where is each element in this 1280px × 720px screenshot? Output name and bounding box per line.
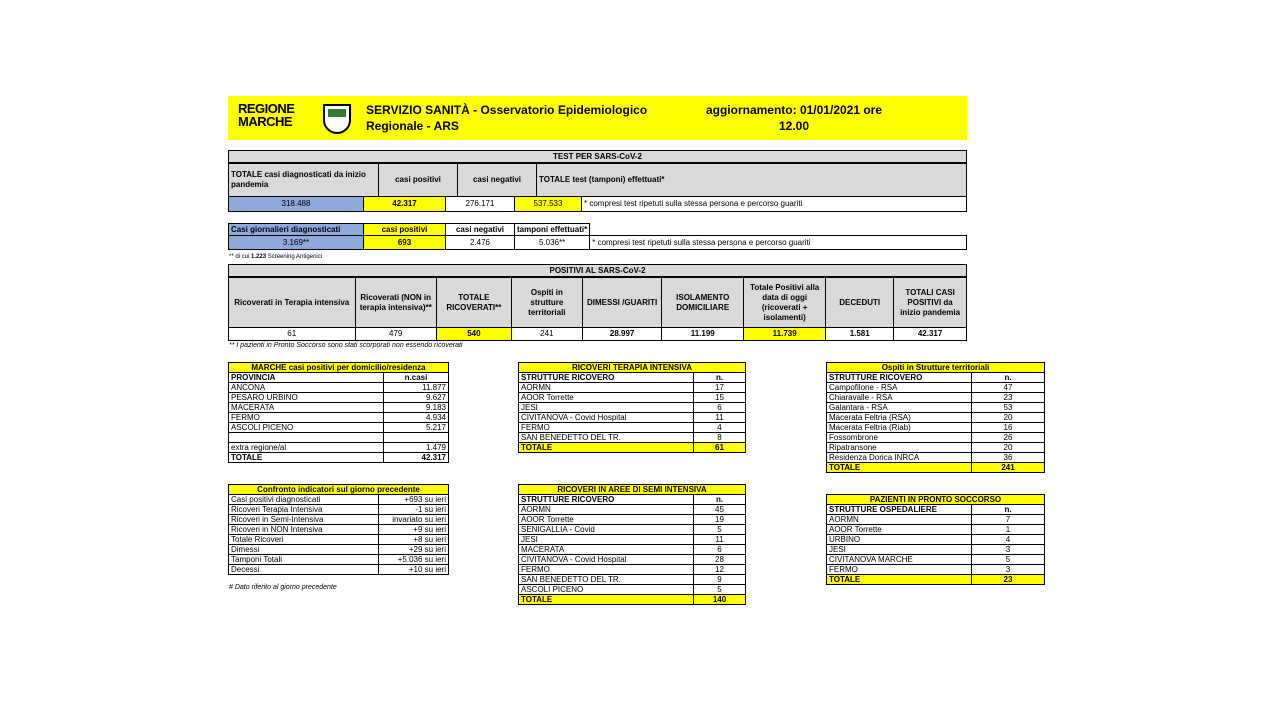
ospiti-row-name: Ripatransone — [827, 443, 972, 453]
test-table — [228, 163, 967, 197]
semi-row-value: 45 — [694, 505, 746, 515]
positivi-header-1: Ricoverati (NON in terapia intensiva)** — [355, 278, 436, 328]
semi-row-value: 12 — [694, 565, 746, 575]
province-col-value: n.casi — [384, 373, 449, 383]
ospiti-row-name: Residenza Dorica INRCA — [827, 453, 972, 463]
positivi-value-0: 61 — [229, 328, 356, 341]
daily-diagnosed-value: 3.169** — [229, 236, 364, 250]
semi-row-value: 9 — [694, 575, 746, 585]
regional-emblem-icon — [323, 104, 351, 134]
confronto-table — [228, 484, 449, 575]
ti-row-name: JESI — [519, 403, 694, 413]
positivi-value-8: 42.317 — [894, 328, 967, 341]
province-row-value: 9.627 — [384, 393, 449, 403]
confronto-row-value: invariato su ieri — [379, 515, 449, 525]
ti-title: RICOVERI TERAPIA INTENSIVA — [519, 363, 746, 373]
positivi-header-0: Ricoverati in Terapia intensiva — [229, 278, 356, 328]
ospiti-row-value: 23 — [972, 393, 1045, 403]
province-row-value: 5.217 — [384, 423, 449, 433]
ps-col-value: n. — [972, 505, 1045, 515]
confronto-row-value: +9 su ieri — [379, 525, 449, 535]
positivi-header-2: TOTALE RICOVERATI** — [436, 278, 511, 328]
test-col-swabs: TOTALE test (tamponi) effettuati* — [537, 164, 967, 197]
province-row-name: ASCOLI PICENO — [229, 423, 384, 433]
ospiti-row-name: Fossombrone — [827, 433, 972, 443]
semi-row-name: CIVITANOVA - Covid Hospital — [519, 555, 694, 565]
update-timestamp: aggiornamento: 01/01/2021 ore 12.00 — [705, 103, 883, 133]
positivi-header-3: Ospiti in strutture territoriali — [511, 278, 582, 328]
province-row-name: extra regione/al — [229, 443, 384, 453]
ospiti-row-value: 20 — [972, 413, 1045, 423]
ps-row-name: JESI — [827, 545, 972, 555]
ps-table — [826, 494, 1045, 585]
ospiti-row-name: Campofilone - RSA — [827, 383, 972, 393]
ti-col-value: n. — [694, 373, 746, 383]
semi-total-value: 140 — [694, 595, 746, 605]
semi-title: RICOVERI IN AREE DI SEMI INTENSIVA — [519, 485, 746, 495]
report-title: SERVIZIO SANITÀ - Osservatorio Epidemiologico Regionale - ARS — [366, 103, 648, 133]
ti-row-name: AOOR Torrette — [519, 393, 694, 403]
daily-col-negative: casi negativi — [446, 224, 515, 236]
confronto-note: # Dato riferito al giorno precedente — [229, 584, 337, 591]
semi-row-value: 5 — [694, 585, 746, 595]
semi-col-value: n. — [694, 495, 746, 505]
ospiti-col-name: STRUTTURE RICOVERO — [827, 373, 972, 383]
semi-row-value: 11 — [694, 535, 746, 545]
ospiti-total-value: 241 — [972, 463, 1045, 473]
ti-row-name: FERMO — [519, 423, 694, 433]
semi-row-name: AORMN — [519, 505, 694, 515]
ps-row-value: 7 — [972, 515, 1045, 525]
province-row-value: 4.934 — [384, 413, 449, 423]
confronto-row-name: Decessi — [229, 565, 379, 575]
positivi-header-5: ISOLAMENTO DOMICILIARE — [662, 278, 744, 328]
positivi-header-8: TOTALI CASI POSITIVI da inizio pandemia — [894, 278, 967, 328]
semi-row-name: MACERATA — [519, 545, 694, 555]
province-row-name: ANCONA — [229, 383, 384, 393]
test-col-positive: casi positivi — [379, 164, 458, 197]
ti-row-value: 6 — [694, 403, 746, 413]
semi-row-value: 5 — [694, 525, 746, 535]
semi-row-name: FERMO — [519, 565, 694, 575]
confronto-row-value: +5.036 su ieri — [379, 555, 449, 565]
test-swabs-value: 537.533 — [515, 197, 582, 212]
confronto-row-value: -1 su ieri — [379, 505, 449, 515]
positivi-value-1: 479 — [355, 328, 436, 341]
province-title: MARCHE casi positivi per domicilio/residenza — [229, 363, 449, 373]
province-col-name: PROVINCIA — [229, 373, 384, 383]
ps-row-value: 5 — [972, 555, 1045, 565]
confronto-row-value: +693 su ieri — [379, 495, 449, 505]
confronto-row-value: +29 su ieri — [379, 545, 449, 555]
semi-row-name: SAN BENEDETTO DEL TR. — [519, 575, 694, 585]
ps-row-value: 3 — [972, 545, 1045, 555]
ti-row-value: 11 — [694, 413, 746, 423]
semi-table — [518, 484, 746, 605]
semi-col-name: STRUTTURE RICOVERO — [519, 495, 694, 505]
ospiti-row-value: 16 — [972, 423, 1045, 433]
daily-col-diagnosed: Casi giornalieri diagnosticati — [229, 224, 364, 236]
ospiti-row-value: 36 — [972, 453, 1045, 463]
ospiti-row-name: Chiaravalle - RSA — [827, 393, 972, 403]
ps-row-name: AORMN — [827, 515, 972, 525]
ps-row-name: FERMO — [827, 565, 972, 575]
daily-table — [228, 223, 967, 250]
ospiti-row-value: 26 — [972, 433, 1045, 443]
ps-total-label: TOTALE — [827, 575, 972, 585]
test-total-value: 318.488 — [229, 197, 364, 212]
positivi-header-7: DECEDUTI — [826, 278, 894, 328]
province-row-value — [384, 433, 449, 443]
pronto-soccorso-note: ** I pazienti in Pronto Soccorso sono stati scorporati non essendo ricoverati — [229, 342, 463, 349]
daily-col-swabs: tamponi effettuati* — [515, 224, 590, 236]
ps-row-name: CIVITANOVA MARCHE — [827, 555, 972, 565]
positivi-value-4: 28.997 — [582, 328, 662, 341]
test-col-negative: casi negativi — [458, 164, 537, 197]
province-row-name: FERMO — [229, 413, 384, 423]
province-row-name: MACERATA — [229, 403, 384, 413]
semi-row-name: JESI — [519, 535, 694, 545]
positivi-value-6: 11.739 — [744, 328, 826, 341]
positivi-value-5: 11.199 — [662, 328, 744, 341]
ospiti-title: Ospiti in Strutture territoriali — [827, 363, 1045, 373]
confronto-row-name: Tamponi Totali — [229, 555, 379, 565]
semi-total-label: TOTALE — [519, 595, 694, 605]
ti-row-name: CIVITANOVA - Covid Hospital — [519, 413, 694, 423]
confronto-row-name: Ricoveri Terapia Intensiva — [229, 505, 379, 515]
ti-row-name: SAN BENEDETTO DEL TR. — [519, 433, 694, 443]
ti-col-name: STRUTTURE RICOVERO — [519, 373, 694, 383]
ospiti-row-name: Macerata Feltria (Riab) — [827, 423, 972, 433]
province-row-value: 1.479 — [384, 443, 449, 453]
ti-row-value: 8 — [694, 433, 746, 443]
province-table — [228, 362, 449, 463]
ti-table — [518, 362, 746, 453]
province-row-name — [229, 433, 384, 443]
positivi-value-2: 540 — [436, 328, 511, 341]
ospiti-row-value: 47 — [972, 383, 1045, 393]
confronto-row-name: Ricoveri in Semi-Intensiva — [229, 515, 379, 525]
antigen-note: ** di cui 1.223 Screening Antigenici — [229, 254, 323, 260]
regione-marche-logo: REGIONE MARCHE — [238, 102, 348, 136]
ospiti-row-value: 20 — [972, 443, 1045, 453]
semi-row-value: 6 — [694, 545, 746, 555]
province-row-value: 11.877 — [384, 383, 449, 393]
daily-positive-value: 693 — [364, 236, 446, 250]
province-total-label: TOTALE — [229, 453, 384, 463]
daily-footnote: * compresi test ripetuti sulla stessa persona e percorso guariti — [590, 236, 967, 250]
ti-row-value: 4 — [694, 423, 746, 433]
semi-row-name: ASCOLI PICENO — [519, 585, 694, 595]
semi-row-name: AOOR Torrette — [519, 515, 694, 525]
test-negative-value: 276.171 — [446, 197, 515, 212]
ps-title: PAZIENTI IN PRONTO SOCCORSO — [827, 495, 1045, 505]
ti-row-value: 17 — [694, 383, 746, 393]
ps-row-value: 1 — [972, 525, 1045, 535]
ospiti-total-label: TOTALE — [827, 463, 972, 473]
test-positive-value: 42.317 — [364, 197, 446, 212]
confronto-title: Confronto indicatori sul giorno precedente — [229, 485, 449, 495]
test-footnote: * compresi test ripetuti sulla stessa persona e percorso guariti — [582, 197, 967, 212]
daily-swabs-value: 5.036** — [515, 236, 590, 250]
province-row-value: 9.183 — [384, 403, 449, 413]
ti-total-label: TOTALE — [519, 443, 694, 453]
ps-row-name: URBINO — [827, 535, 972, 545]
ti-total-value: 61 — [694, 443, 746, 453]
positivi-header-6: Totale Positivi alla data di oggi (ricoverati + isolamenti) — [744, 278, 826, 328]
semi-row-value: 28 — [694, 555, 746, 565]
ospiti-row-value: 53 — [972, 403, 1045, 413]
ps-row-name: AOOR Torrette — [827, 525, 972, 535]
confronto-row-value: +10 su ieri — [379, 565, 449, 575]
confronto-row-name: Ricoveri in NON Intensiva — [229, 525, 379, 535]
ospiti-row-name: Macerata Feltria (RSA) — [827, 413, 972, 423]
ti-row-name: AORMN — [519, 383, 694, 393]
daily-col-positive: casi positivi — [364, 224, 446, 236]
ps-row-value: 4 — [972, 535, 1045, 545]
ti-row-value: 15 — [694, 393, 746, 403]
report-header — [228, 96, 967, 140]
positivi-value-3: 241 — [511, 328, 582, 341]
test-section-title: TEST PER SARS-CoV-2 — [228, 150, 967, 163]
ospiti-col-value: n. — [972, 373, 1045, 383]
ospiti-table — [826, 362, 1045, 473]
ospiti-row-name: Galantara - RSA — [827, 403, 972, 413]
confronto-row-value: +8 su ieri — [379, 535, 449, 545]
ps-row-value: 3 — [972, 565, 1045, 575]
positivi-table — [228, 277, 967, 341]
ps-col-name: STRUTTURE OSPEDALIERE — [827, 505, 972, 515]
semi-row-name: SENIGALLIA - Covid — [519, 525, 694, 535]
confronto-row-name: Dimessi — [229, 545, 379, 555]
positivi-header-4: DIMESSI /GUARITI — [582, 278, 662, 328]
test-values-table — [228, 196, 967, 212]
daily-negative-value: 2.476 — [446, 236, 515, 250]
test-col-total: TOTALE casi diagnosticati da inizio pandemia — [229, 164, 379, 197]
province-total-value: 42.317 — [384, 453, 449, 463]
confronto-row-name: Totale Ricoveri — [229, 535, 379, 545]
positivi-section-title: POSITIVI AL SARS-CoV-2 — [228, 264, 967, 277]
province-row-name: PESARO URBINO — [229, 393, 384, 403]
positivi-value-7: 1.581 — [826, 328, 894, 341]
confronto-row-name: Casi positivi diagnosticati — [229, 495, 379, 505]
ps-total-value: 23 — [972, 575, 1045, 585]
semi-row-value: 19 — [694, 515, 746, 525]
